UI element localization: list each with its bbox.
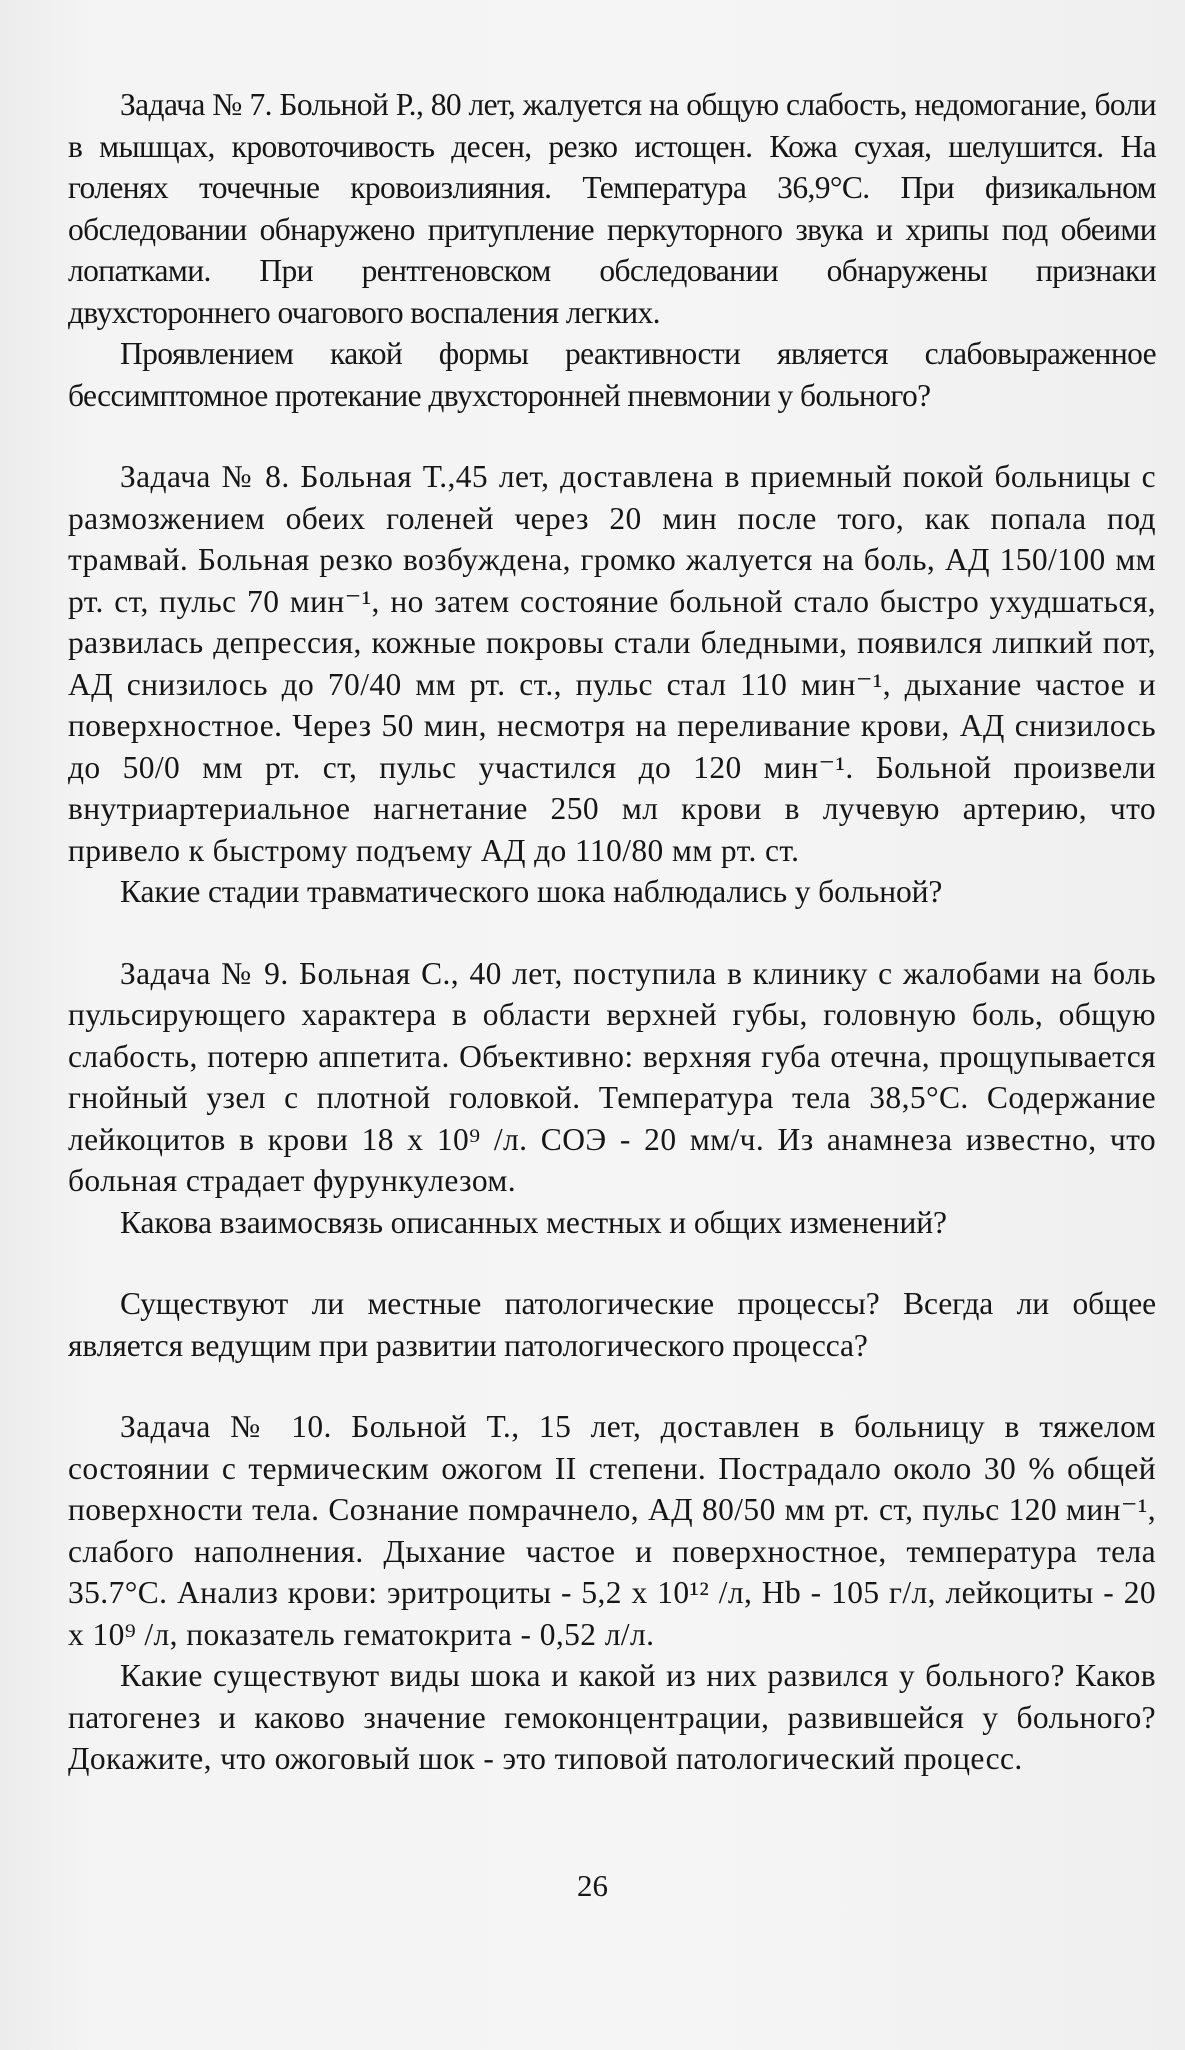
task-9-text: Задача № 9. Больная С., 40 лет, поступила в клинику с жалобами на боль пульсирующего характера в области верхней губы, головную боль, общую слабость, потерю аппетита. Объективно: верхняя губа отечна, прощупывается гнойный узел с плотной головкой. Температура тела 38,5°С. Содержание лейкоцитов в крови 18 x 10⁹ /л. СОЭ - 20 мм/ч. Из анамнеза известно, что больная страдает фурункулезом. bbox=[68, 955, 1156, 1198]
spacer bbox=[68, 913, 1156, 953]
task-7-question: Проявлением какой формы реактивности является слабовыраженное бессимптомное протекание двухсторонней пневмонии у больного? bbox=[68, 336, 1156, 413]
task-7-text: Задача № 7. Больной Р., 80 лет, жалуется на общую слабость, недомогание, боли в мышцах, кровоточивость десен, резко истощен. Кожа сухая, шелушится. На голенях точечные кровоизлияния. Температура 36,9°С. При физикальном обследовании обнаружено притупление перкуторного звука и хрипы под обеими лопатками. При рентгеновском обследовании обнаружены признаки двухстороннего очагового воспаления легких. bbox=[68, 87, 1156, 330]
spacer bbox=[68, 1243, 1156, 1283]
page-number: 26 bbox=[577, 1868, 608, 1903]
task-10-question: Какие существуют виды шока и какой из них развился у больного? Каков патогенез и каково значение гемоконцентрации, развившейся у больного? Докажите, что ожоговый шок - это типовой патологический процесс. bbox=[68, 1658, 1156, 1776]
task-8-text: Задача № 8. Больная Т.,45 лет, доставлена в приемный покой больницы с размозжением обеих голеней через 20 мин после того, как попала под трамвай. Больная резко возбуждена, громко жалуется на боль, АД 150/100 мм рт. ст, пульс 70 мин⁻¹, но затем состояние больной стало быстро ухудшаться, развилась депрессия, кожные покровы стали бледными, появился липкий пот, АД снизилось до 70/40 мм рт. ст., пульс стал 110 мин⁻¹, дыхание частое и поверхностное. Через 50 мин, несмотря на переливание крови, АД снизилось до 50/0 мм рт. ст, пульс участился до 120 мин⁻¹. Больной произвели внутриартериальное нагнетание 250 мл крови в лучевую артерию, что привело к быстрому подъему АД до 110/80 мм рт. ст. bbox=[68, 459, 1156, 868]
task-9-question-1: Какова взаимосвязь описанных местных и общих изменений? bbox=[120, 1204, 947, 1240]
spacer bbox=[68, 1366, 1156, 1406]
task-10-text: Задача № 10. Больной Т., 15 лет, доставлен в больницу в тяжелом состоянии с термическим ожогом II степени. Пострадало около 30 % общей поверхности тела. Сознание помрачнело, АД 80/50 мм рт. ст, пульс 120 мин⁻¹, слабого наполнения. Дыхание частое и поверхностное, температура тела 35.7°С. Анализ крови: эритроциты - 5,2 x 10¹² /л, Hb - 105 г/л, лейкоциты - 20 x 10⁹ /л, показатель гематокрита - 0,52 л/л. bbox=[68, 1409, 1156, 1652]
spacer bbox=[68, 416, 1156, 456]
task-9-question-2: Существуют ли местные патологические процессы? Всегда ли общее является ведущим при развитии патологического процесса? bbox=[68, 1286, 1156, 1363]
task-8-question: Какие стадии травматического шока наблюдались у больной? bbox=[120, 874, 943, 909]
page-content bbox=[68, 84, 1156, 1780]
